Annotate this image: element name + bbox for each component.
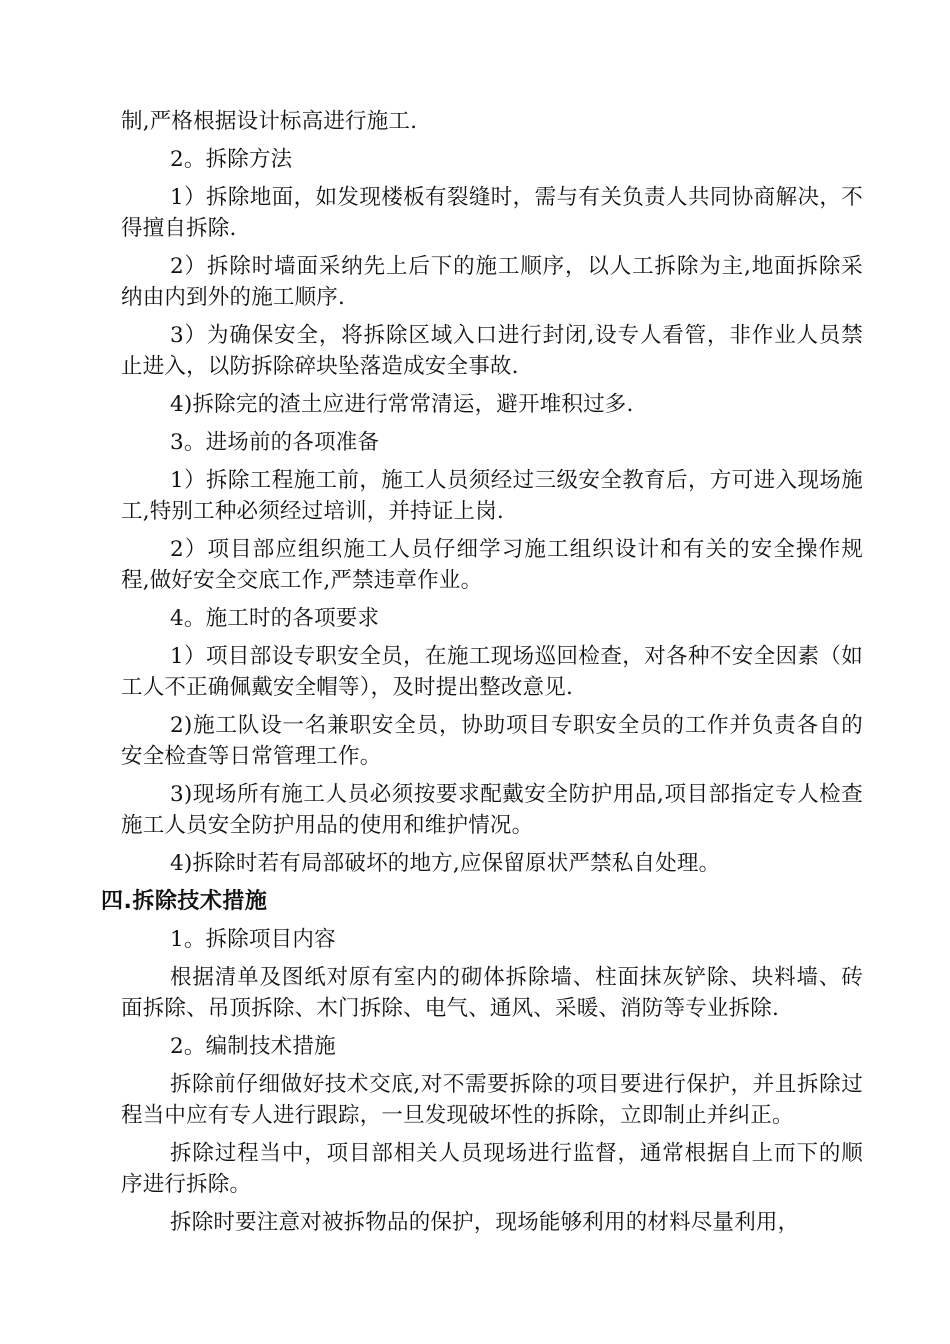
paragraph-item: 3)现场所有施工人员必须按要求配戴安全防护用品,项目部指定专人检查施工人员安全防护用品的使用和维护情况。 bbox=[121, 782, 863, 838]
subheading-construction-requirements: 4。施工时的各项要求 bbox=[170, 606, 380, 631]
subheading-technical-measures: 2。编制技术措施 bbox=[170, 1034, 336, 1059]
paragraph-item: 1）项目部设专职安全员，在施工现场巡回检查，对各种不安全因素（如工人不正确佩戴安全帽等），及时提出整改意见. bbox=[121, 644, 863, 700]
paragraph-item: 1）拆除工程施工前，施工人员须经过三级安全教育后，方可进入现场施工,特别工种必须经过培训，并持证上岗. bbox=[121, 468, 863, 524]
paragraph-item: 4)拆除时若有局部破坏的地方,应保留原状严禁私自处理。 bbox=[170, 851, 721, 876]
paragraph-item: 4)拆除完的渣土应进行常常清运，避开堆积过多. bbox=[170, 392, 634, 417]
document-body bbox=[101, 106, 863, 1245]
paragraph-body: 根据清单及图纸对原有室内的砌体拆除墙、柱面抹灰铲除、块料墙、砖面拆除、吊顶拆除、木门拆除、电气、通风、采暖、消防等专业拆除. bbox=[121, 965, 863, 1021]
paragraph-body: 拆除前仔细做好技术交底,对不需要拆除的项目要进行保护，并且拆除过程当中应有专人进行跟踪，一旦发现破坏性的拆除，立即制止并纠正。 bbox=[121, 1072, 863, 1128]
paragraph-item: 2）拆除时墙面采纳先上后下的施工顺序，以人工拆除为主,地面拆除采纳由内到外的施工顺序. bbox=[121, 254, 863, 310]
section-heading: 四.拆除技术措施 bbox=[101, 889, 268, 914]
paragraph-item: 2）项目部应组织施工人员仔细学习施工组织设计和有关的安全操作规程,做好安全交底工作,严禁违章作业。 bbox=[121, 537, 863, 593]
subheading-demolition-method: 2。拆除方法 bbox=[170, 147, 293, 172]
paragraph-body: 拆除过程当中，项目部相关人员现场进行监督，通常根据自上而下的顺序进行拆除。 bbox=[121, 1141, 863, 1197]
subheading-demolition-items: 1。拆除项目内容 bbox=[170, 927, 336, 952]
paragraph-continuation: 制,严格根据设计标高进行施工. bbox=[121, 109, 418, 134]
paragraph-item: 1）拆除地面，如发现楼板有裂缝时，需与有关负责人共同协商解决，不得擅自拆除. bbox=[121, 185, 863, 241]
paragraph-item: 2)施工队设一名兼职安全员，协助项目专职安全员的工作并负责各自的安全检查等日常管理工作。 bbox=[121, 713, 863, 769]
paragraph-item: 3）为确保安全，将拆除区域入口进行封闭,设专人看管，非作业人员禁止进入，以防拆除碎块坠落造成安全事故. bbox=[121, 323, 863, 379]
paragraph-body: 拆除时要注意对被拆物品的保护，现场能够利用的材料尽量利用， bbox=[170, 1210, 800, 1235]
subheading-preparation: 3。进场前的各项准备 bbox=[170, 430, 380, 455]
